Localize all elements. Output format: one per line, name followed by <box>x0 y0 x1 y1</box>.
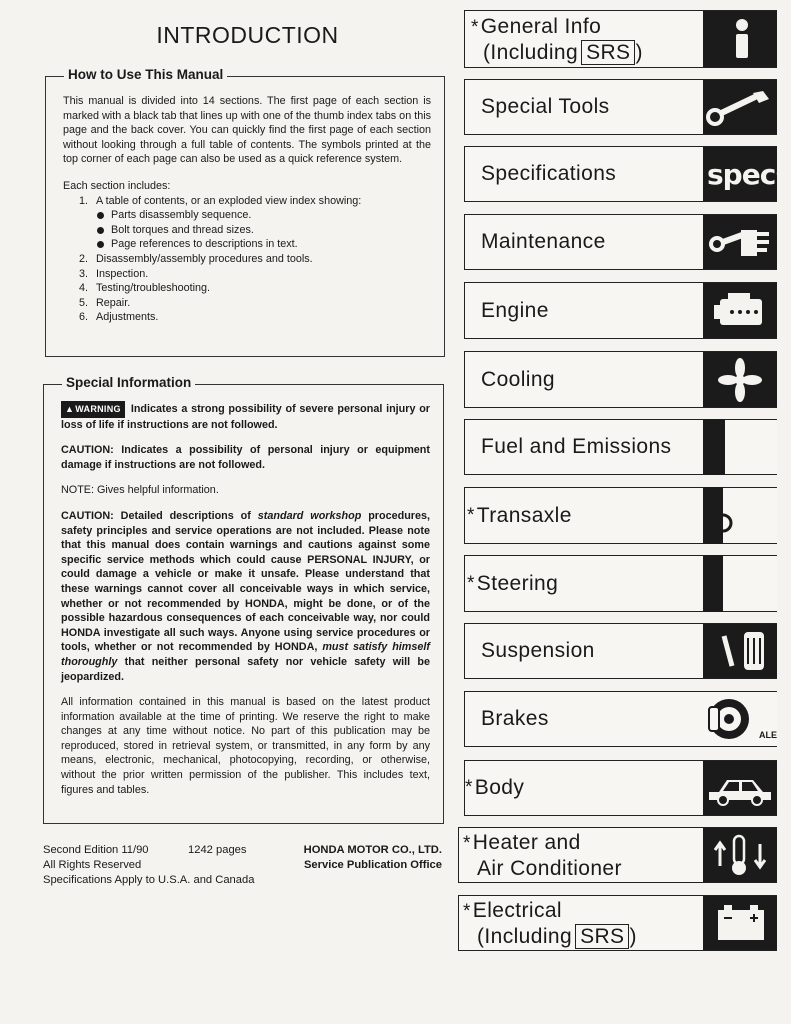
tab-heater-and-air-conditioner[interactable] <box>458 827 777 883</box>
fuel-icon <box>703 420 777 474</box>
tab-label: Fuel and Emissions <box>481 435 672 458</box>
applies-text: Specifications Apply to U.S.A. and Canada <box>43 874 255 886</box>
tab-label: * Steering <box>467 571 559 595</box>
bullet-icon <box>97 212 104 219</box>
suspension-icon <box>703 624 777 678</box>
list-item: 1. A table of contents, or an exploded view index showing: <box>79 194 362 207</box>
battery-icon <box>703 896 777 950</box>
list-item: 5. Repair. <box>79 296 131 309</box>
special-information-heading: Special Information <box>62 375 195 390</box>
wrench-icon <box>703 80 777 134</box>
page-title: INTRODUCTION <box>156 22 339 48</box>
warning-paragraph: ▲WARNING Indicates a strong possibility of severe personal injury or loss of life if instructions are not followed. <box>61 403 430 431</box>
caution-paragraph: CAUTION: Indicates a possibility of personal injury or equipment damage if instructions are not followed. <box>61 444 430 471</box>
tab-label: Special Tools <box>481 95 610 118</box>
how-to-use-box <box>45 67 445 357</box>
tab-label: Specifications <box>481 162 617 185</box>
warning-badge: ▲WARNING <box>61 401 125 418</box>
tab-engine[interactable] <box>464 282 777 339</box>
how-to-use-heading: How to Use This Manual <box>64 67 227 82</box>
section-contents-list-cont <box>63 252 431 325</box>
tab-label: *Electrical (Including SRS ) <box>463 898 637 948</box>
tab-label: Suspension <box>481 639 595 662</box>
steering-icon <box>703 556 777 611</box>
note-paragraph: NOTE: Gives helpful information. <box>61 484 219 497</box>
tab-cooling[interactable] <box>464 351 777 408</box>
warning-triangle-icon: ▲ <box>65 404 75 414</box>
tab-label: Cooling <box>481 367 556 391</box>
list-item: 2. Disassembly/assembly procedures and tools. <box>79 252 313 265</box>
tab-label: *Heater and Air Conditioner <box>463 830 622 880</box>
gear-icon <box>703 488 777 543</box>
tab-brakes[interactable] <box>464 691 777 747</box>
tab-suspension[interactable] <box>464 623 777 679</box>
tab-label: * Body <box>465 776 525 799</box>
hand-wrench-icon <box>703 215 777 269</box>
specs-icon: specs <box>703 147 777 201</box>
list-item: 3. Inspection. <box>79 267 149 280</box>
tab-specifications[interactable] <box>464 146 791 202</box>
rights-text: All Rights Reserved <box>43 859 142 871</box>
tab-steering[interactable] <box>464 555 777 612</box>
fan-icon <box>703 352 777 407</box>
sub-list <box>63 208 431 252</box>
brake-icon-letters: ALE <box>759 730 777 740</box>
tab-label: Brakes <box>481 707 549 730</box>
how-to-use-paragraph: This manual is divided into 14 sections. The first page of each section is marked with a black tab that lines up with one of the thumb index tabs on this page and the back cover. You can quickly find the first page of each section without looking through a full table of contents. The symbols printed at the top corner of each page can also be used as a quick reference system. <box>63 95 431 166</box>
thermometer-icon <box>703 828 777 882</box>
tab-body[interactable] <box>464 760 777 816</box>
tab-transaxle[interactable] <box>464 487 777 544</box>
edition-text: Second Edition 11/90 <box>43 844 149 856</box>
sub-list-item: Page references to descriptions in text. <box>63 237 431 252</box>
car-icon <box>703 761 777 815</box>
tab-special-tools[interactable] <box>464 79 777 135</box>
bullet-icon <box>97 241 104 248</box>
publisher-info <box>290 843 442 873</box>
tab-label: *General Info (Including SRS ) <box>471 14 643 64</box>
brake-disc-icon <box>703 692 777 746</box>
caution-detail-paragraph: CAUTION: Detailed descriptions of standard workshop procedures, safety principles and service operations are not included. Please note that this manual does contain warnings and cautions against some specific service methods which could cause PERSONAL INJURY, or could damage a vehicle or make it unsafe. Please understand that these warnings cannot cover all conceivable ways in which service, whether or not recommended by HONDA, might be done, or of the possible hazardous consequences of each conceivable way, nor could HONDA investigate all such ways. Anyone using service procedures or tools, whether or not recommended by HONDA, must satisfy himself thoroughly that neither personal safety nor vehicle safety will be jeopardized. <box>61 509 431 683</box>
info-icon <box>703 11 777 67</box>
bullet-icon <box>97 227 104 234</box>
special-information-body <box>61 401 430 797</box>
sections-heading: Each section includes: <box>63 179 171 192</box>
company-name: HONDA MOTOR CO., LTD. <box>303 844 442 856</box>
section-contents-list <box>63 194 431 209</box>
how-to-use-body <box>63 94 431 325</box>
disclaimer-paragraph: All information contained in this manual is based on the latest product information available at the time of printing. We reserve the right to make changes at any time without notice. No part of this publication may be reproduced, stored in retrieval system, or transmitted, in any form by any means, electronic, mechanical, photocopying, recording, or otherwise, without the prior written permission of the publisher. This includes text, figures and tables. <box>61 696 430 796</box>
special-information-box <box>43 375 444 824</box>
engine-icon <box>703 283 777 338</box>
list-item: 6. Adjustments. <box>79 311 159 324</box>
office-name: Service Publication Office <box>303 859 442 871</box>
tab-label: * Transaxle <box>467 503 572 527</box>
tab-maintenance[interactable] <box>464 214 777 270</box>
tab-fuel-and-emissions[interactable] <box>464 419 777 475</box>
sub-list-item: Bolt torques and thread sizes. <box>63 223 431 238</box>
tab-label: Maintenance <box>481 230 606 253</box>
tab-electrical[interactable] <box>458 895 777 951</box>
tab-general-info[interactable] <box>464 10 777 68</box>
tab-label: Engine <box>481 298 549 322</box>
page-count: 1242 pages <box>188 844 247 856</box>
list-item: 4. Testing/troubleshooting. <box>79 282 211 295</box>
sub-list-item: Parts disassembly sequence. <box>63 208 431 223</box>
